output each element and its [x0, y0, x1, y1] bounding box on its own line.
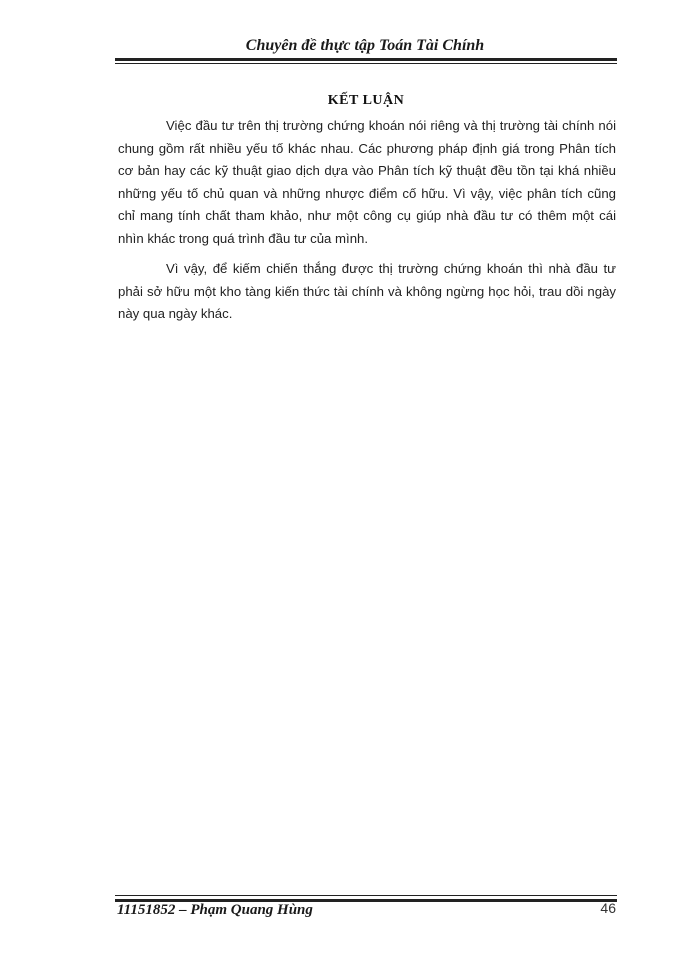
footer-rule-thin	[115, 895, 617, 896]
paragraph-2: Vì vậy, để kiếm chiến thắng được thị trường chứng khoán thì nhà đầu tư phải sở hữu một kho tàng kiến thức tài chính và không ngừng học hỏi, trau dồi ngày này qua ngày khác.	[118, 261, 616, 321]
section-title: KẾT LUẬN	[327, 93, 405, 108]
footer-author: 11151852 – Phạm Quang Hùng	[117, 902, 313, 918]
page-header-title: Chuyên đề thực tập Toán Tài Chính	[245, 37, 485, 54]
page-number: 46	[600, 900, 616, 916]
paragraph-1: Việc đầu tư trên thị trường chứng khoán nói riêng và thị trường tài chính nói chung gồm rất nhiều yếu tố khác nhau. Các phương pháp định giá trong Phân tích cơ bản hay các kỹ thuật giao dịch dựa vào Phân tích kỹ thuật đều tồn tại khá nhiều những yếu tố chủ quan và những nhược điểm cố hữu. Vì vậy, việc phân tích cũng chỉ mang tính chất tham khảo, như một công cụ giúp nhà đầu tư có thêm một cái nhìn khác trong quá trình đầu tư của mình.	[118, 118, 616, 246]
header-rule-thin	[115, 63, 617, 64]
header-rule-thick	[115, 58, 617, 61]
